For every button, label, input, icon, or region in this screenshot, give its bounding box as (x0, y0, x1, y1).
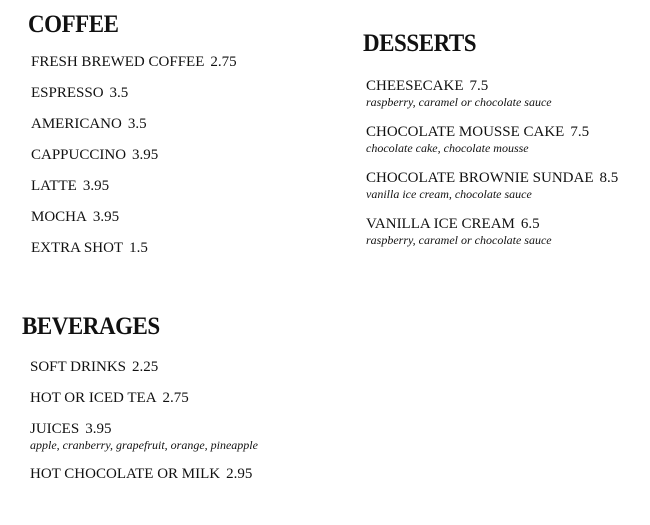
item-name: HOT CHOCOLATE OR MILK (30, 466, 221, 482)
item-name: VANILLA ICE CREAM (366, 216, 515, 232)
desserts-list (363, 78, 618, 247)
menu-item (31, 240, 237, 257)
coffee-heading: COFFEE (28, 11, 119, 38)
item-price: 3.5 (127, 116, 147, 132)
item-name: CAPPUCCINO (31, 147, 127, 163)
beverages-heading: BEVERAGES (22, 313, 160, 340)
item-name: LATTE (31, 178, 77, 194)
item-name: CHOCOLATE BROWNIE SUNDAE (366, 170, 594, 186)
menu-item (31, 116, 237, 133)
item-name: ESPRESSO (31, 85, 104, 101)
item-name: FRESH BREWED COFFEE (31, 54, 205, 70)
item-description: raspberry, caramel or chocolate sauce (366, 95, 552, 109)
item-price: 3.95 (82, 178, 110, 194)
desserts-heading: DESSERTS (363, 30, 477, 57)
item-price: 7.5 (570, 124, 590, 140)
item-name: AMERICANO (31, 116, 122, 132)
menu-item (31, 54, 237, 71)
menu-item (30, 466, 258, 483)
coffee-section (28, 11, 237, 271)
item-name: MOCHA (31, 209, 87, 225)
item-price: 3.95 (132, 147, 159, 163)
item-price: 3.95 (85, 421, 112, 437)
menu-item (30, 390, 258, 407)
menu-item (31, 85, 237, 102)
menu-item (31, 147, 237, 164)
item-name: SOFT DRINKS (30, 359, 126, 375)
item-description: chocolate cake, chocolate mousse (366, 141, 529, 155)
menu-item (366, 124, 618, 155)
item-price: 2.75 (162, 390, 189, 406)
item-price: 2.95 (226, 466, 253, 482)
item-description: raspberry, caramel or chocolate sauce (366, 233, 552, 247)
item-name: CHOCOLATE MOUSSE CAKE (366, 124, 565, 140)
item-price: 2.75 (210, 54, 237, 70)
menu-item (30, 421, 258, 452)
item-price: 1.5 (129, 240, 148, 256)
item-price: 6.5 (520, 216, 540, 232)
item-name: JUICES (30, 421, 80, 437)
item-price: 8.5 (599, 170, 619, 186)
menu-item (366, 216, 618, 247)
item-name: CHEESECAKE (366, 78, 464, 94)
menu-item (31, 178, 237, 195)
beverages-list (22, 359, 258, 483)
item-name: HOT OR ICED TEA (30, 390, 157, 406)
menu-item (31, 209, 237, 226)
item-price: 3.5 (109, 85, 129, 101)
beverages-section (22, 313, 258, 497)
menu-item (30, 359, 258, 376)
item-price: 7.5 (469, 78, 489, 94)
item-price: 2.25 (132, 359, 159, 375)
item-description: vanilla ice cream, chocolate sauce (366, 187, 532, 201)
item-description: apple, cranberry, grapefruit, orange, pineapple (30, 438, 258, 452)
item-price: 3.95 (92, 209, 120, 225)
menu-item (366, 170, 618, 201)
item-name: EXTRA SHOT (31, 240, 124, 256)
desserts-section (363, 30, 618, 262)
menu-item (366, 78, 618, 109)
coffee-list (28, 54, 237, 257)
